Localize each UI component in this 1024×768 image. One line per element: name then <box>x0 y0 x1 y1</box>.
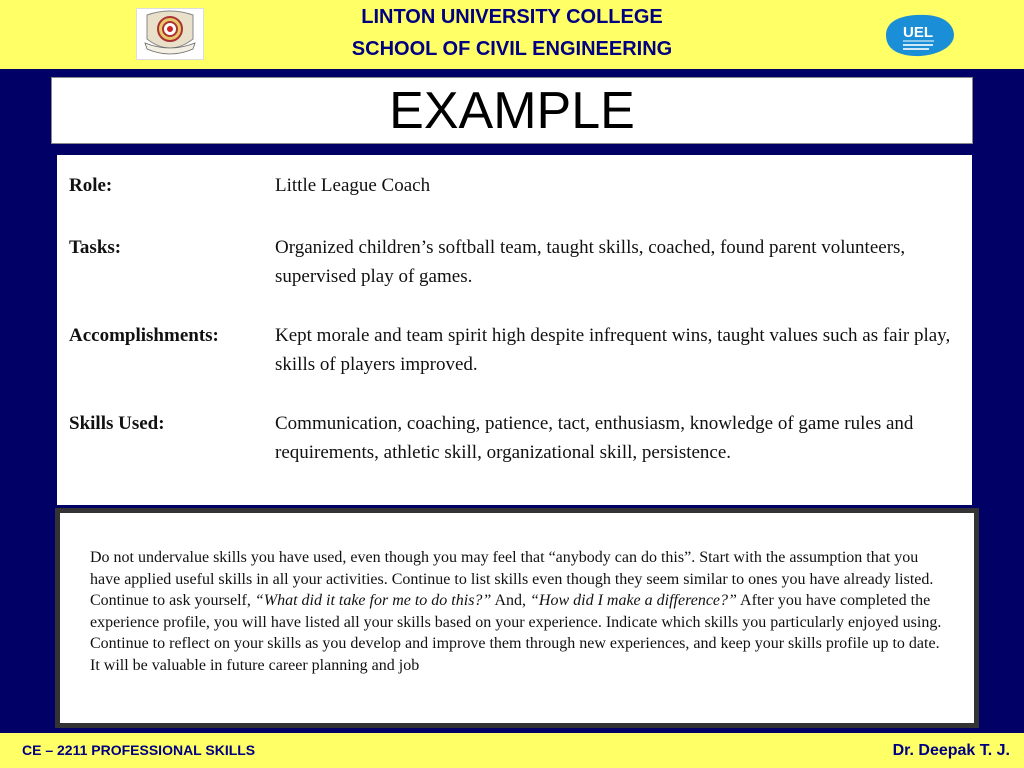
advice-quote-2: “How did I make a difference?” <box>530 592 737 609</box>
role-label: Role: <box>69 175 113 196</box>
course-code: CE – 2211 PROFESSIONAL SKILLS <box>22 742 256 758</box>
accomplishments-value: Kept morale and team spirit high despite infrequent wins, taught values such as fair play, skills of players improved. <box>275 325 951 375</box>
tasks-value: Organized children’s softball team, taught skills, coached, found parent volunteers, supervised play of games. <box>275 237 906 287</box>
accomplishments-label: Accomplishments: <box>69 325 219 346</box>
skills-label: Skills Used: <box>69 413 165 434</box>
example-profile <box>57 155 972 505</box>
advice-quote-1: “What did it take for me to do this?” <box>254 592 492 609</box>
college-name: LINTON UNIVERSITY COLLEGE <box>361 6 663 28</box>
advice-box <box>55 508 979 728</box>
linton-crest-icon <box>136 8 204 60</box>
advice-part-1: Do not undervalue skills you have used, even though you may feel that “anybody can do this”. Start with the assumption that you have applied useful skills in all your activities. Continue to list skills even though they seem similar to ones you have already listed. Continue to ask yourself, <box>90 549 934 609</box>
role-value: Little League Coach <box>275 175 431 196</box>
school-name: SCHOOL OF CIVIL ENGINEERING <box>351 38 673 60</box>
svg-text:UEL: UEL <box>903 24 933 41</box>
footer-bar <box>0 733 1024 768</box>
tasks-label: Tasks: <box>69 237 122 258</box>
uel-logo-icon <box>882 12 956 58</box>
skills-value: Communication, coaching, patience, tact, enthusiasm, knowledge of game rules and requirements, athletic skill, organizational skill, persistence. <box>275 413 914 463</box>
advice-text <box>90 547 950 697</box>
header-bar <box>0 0 1024 69</box>
advice-part-3: After you have completed the experience profile, you will have listed all your skills based on your experience. Indicate which skills you particularly enjoyed using. Continue to reflect on your skills as you develop and improve them through new experiences, and keep your skills profile up to date. It will be valuable in future career planning and job <box>90 592 942 674</box>
author-name: Dr. Deepak T. J. <box>892 742 1010 759</box>
slide-title: EXAMPLE <box>51 77 973 144</box>
advice-part-2: And, <box>491 592 530 609</box>
